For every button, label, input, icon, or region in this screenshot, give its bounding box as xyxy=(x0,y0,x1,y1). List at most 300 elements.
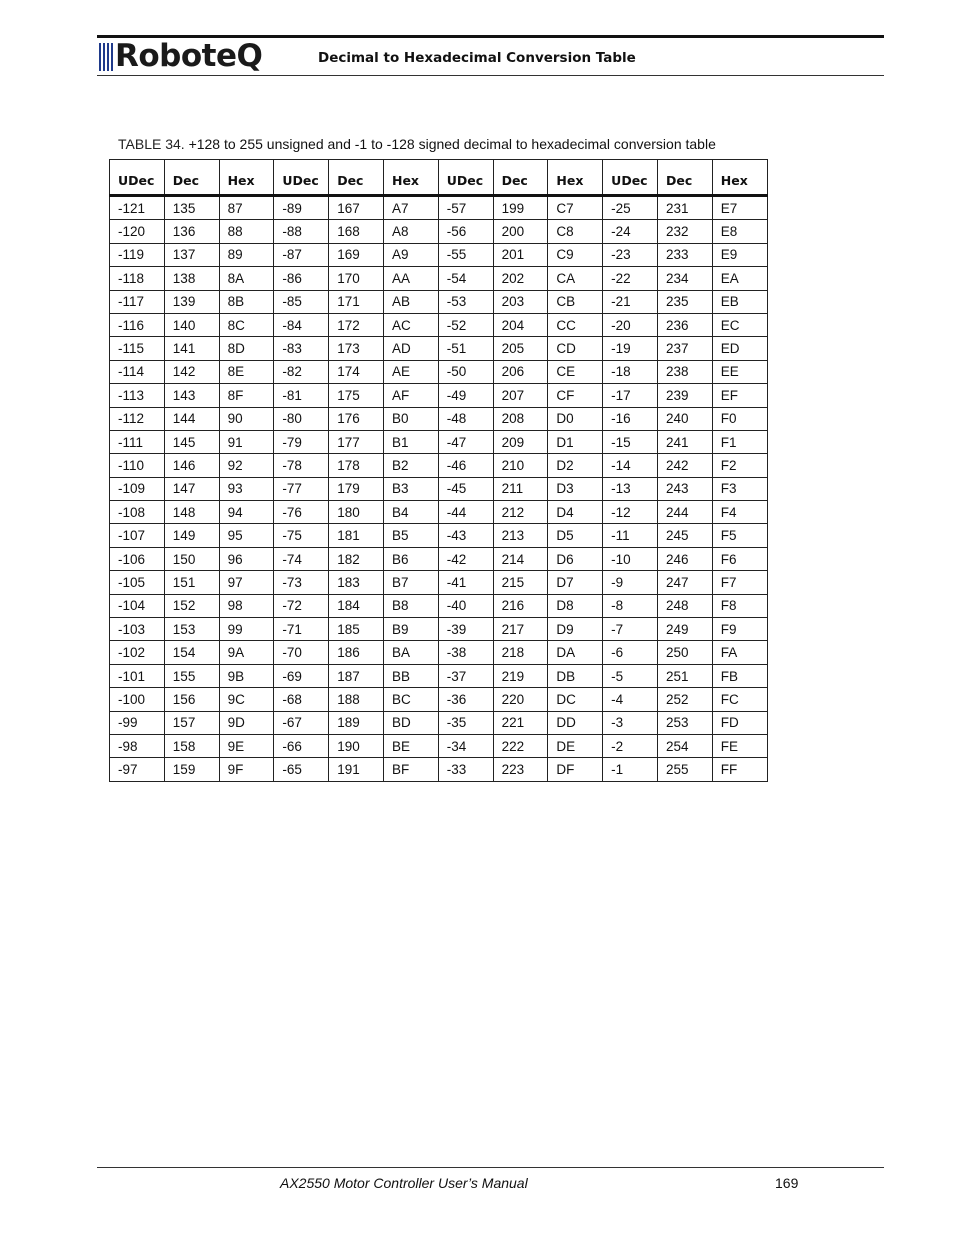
header-bottom-rule xyxy=(97,75,884,76)
table-cell: 137 xyxy=(164,243,219,266)
table-cell: -117 xyxy=(110,290,165,313)
table-cell: -67 xyxy=(274,711,329,734)
table-cell: -9 xyxy=(603,571,658,594)
table-cell: 9B xyxy=(219,664,274,687)
table-cell: 254 xyxy=(657,734,712,757)
table-cell: DD xyxy=(548,711,603,734)
table-row xyxy=(110,384,768,407)
table-row xyxy=(110,547,768,570)
table-caption xyxy=(118,136,716,152)
table-cell: -57 xyxy=(438,196,493,220)
table-row xyxy=(110,594,768,617)
table-cell: F7 xyxy=(712,571,767,594)
table-cell: A9 xyxy=(383,243,438,266)
table-cell: B6 xyxy=(383,547,438,570)
table-cell: -20 xyxy=(603,313,658,336)
table-cell: B7 xyxy=(383,571,438,594)
table-cell: -71 xyxy=(274,618,329,641)
table-cell: 91 xyxy=(219,430,274,453)
table-cell: E8 xyxy=(712,220,767,243)
table-cell: 158 xyxy=(164,734,219,757)
table-cell: 89 xyxy=(219,243,274,266)
table-cell: 8A xyxy=(219,267,274,290)
table-cell: AD xyxy=(383,337,438,360)
table-cell: 244 xyxy=(657,501,712,524)
roboteq-logo xyxy=(99,40,274,74)
table-cell: F9 xyxy=(712,618,767,641)
column-header: Dec xyxy=(164,160,219,196)
table-cell: 210 xyxy=(493,454,548,477)
table-cell: 173 xyxy=(329,337,384,360)
table-cell: 222 xyxy=(493,734,548,757)
table-cell: F4 xyxy=(712,501,767,524)
table-cell: -99 xyxy=(110,711,165,734)
table-cell: -15 xyxy=(603,430,658,453)
table-cell: E9 xyxy=(712,243,767,266)
table-cell: 211 xyxy=(493,477,548,500)
table-cell: B8 xyxy=(383,594,438,617)
table-cell: -2 xyxy=(603,734,658,757)
table-cell: -18 xyxy=(603,360,658,383)
table-cell: -65 xyxy=(274,758,329,781)
table-row xyxy=(110,243,768,266)
table-cell: 212 xyxy=(493,501,548,524)
table-cell: 87 xyxy=(219,196,274,220)
table-cell: AC xyxy=(383,313,438,336)
table-cell: 9A xyxy=(219,641,274,664)
table-cell: 241 xyxy=(657,430,712,453)
table-cell: D3 xyxy=(548,477,603,500)
table-caption-text: +128 to 255 unsigned and -1 to -128 signed decimal to hexadecimal conversion table xyxy=(188,136,716,152)
page-number: 169 xyxy=(775,1175,799,1191)
table-cell: 136 xyxy=(164,220,219,243)
table-cell: 98 xyxy=(219,594,274,617)
table-cell: 97 xyxy=(219,571,274,594)
table-cell: -33 xyxy=(438,758,493,781)
table-cell: CF xyxy=(548,384,603,407)
table-cell: ED xyxy=(712,337,767,360)
table-row xyxy=(110,337,768,360)
table-cell: EC xyxy=(712,313,767,336)
table-cell: -120 xyxy=(110,220,165,243)
table-cell: -24 xyxy=(603,220,658,243)
table-cell: -79 xyxy=(274,430,329,453)
table-cell: -97 xyxy=(110,758,165,781)
table-cell: 144 xyxy=(164,407,219,430)
column-header: Dec xyxy=(493,160,548,196)
table-cell: -83 xyxy=(274,337,329,360)
table-cell: -108 xyxy=(110,501,165,524)
table-cell: -113 xyxy=(110,384,165,407)
table-cell: 238 xyxy=(657,360,712,383)
table-row xyxy=(110,454,768,477)
table-cell: -46 xyxy=(438,454,493,477)
table-cell: EF xyxy=(712,384,767,407)
table-cell: -70 xyxy=(274,641,329,664)
table-cell: 176 xyxy=(329,407,384,430)
table-row xyxy=(110,267,768,290)
table-cell: F2 xyxy=(712,454,767,477)
table-cell: BE xyxy=(383,734,438,757)
table-cell: 139 xyxy=(164,290,219,313)
table-cell: -10 xyxy=(603,547,658,570)
table-cell: -75 xyxy=(274,524,329,547)
conversion-table xyxy=(109,159,768,782)
page-header-title: Decimal to Hexadecimal Conversion Table xyxy=(318,50,636,66)
table-cell: B4 xyxy=(383,501,438,524)
table-cell: 220 xyxy=(493,688,548,711)
table-cell: 9E xyxy=(219,734,274,757)
table-cell: CB xyxy=(548,290,603,313)
table-cell: BB xyxy=(383,664,438,687)
table-row xyxy=(110,313,768,336)
table-cell: -4 xyxy=(603,688,658,711)
table-cell: -36 xyxy=(438,688,493,711)
table-row xyxy=(110,290,768,313)
table-cell: 190 xyxy=(329,734,384,757)
table-cell: D1 xyxy=(548,430,603,453)
table-cell: FA xyxy=(712,641,767,664)
table-cell: 221 xyxy=(493,711,548,734)
table-cell: F8 xyxy=(712,594,767,617)
table-cell: -12 xyxy=(603,501,658,524)
table-cell: 200 xyxy=(493,220,548,243)
column-header: Hex xyxy=(383,160,438,196)
table-cell: -82 xyxy=(274,360,329,383)
table-cell: 187 xyxy=(329,664,384,687)
table-cell: -104 xyxy=(110,594,165,617)
table-cell: DE xyxy=(548,734,603,757)
table-cell: 9D xyxy=(219,711,274,734)
table-cell: -56 xyxy=(438,220,493,243)
table-cell: -89 xyxy=(274,196,329,220)
table-cell: 153 xyxy=(164,618,219,641)
table-cell: 155 xyxy=(164,664,219,687)
table-cell: -48 xyxy=(438,407,493,430)
table-cell: -100 xyxy=(110,688,165,711)
table-row xyxy=(110,360,768,383)
table-cell: -109 xyxy=(110,477,165,500)
column-header: UDec xyxy=(274,160,329,196)
table-cell: CC xyxy=(548,313,603,336)
table-cell: FC xyxy=(712,688,767,711)
table-cell: -119 xyxy=(110,243,165,266)
table-cell: 178 xyxy=(329,454,384,477)
table-cell: 201 xyxy=(493,243,548,266)
table-cell: 185 xyxy=(329,618,384,641)
table-cell: -54 xyxy=(438,267,493,290)
table-cell: BD xyxy=(383,711,438,734)
table-cell: -17 xyxy=(603,384,658,407)
table-row xyxy=(110,571,768,594)
table-cell: 99 xyxy=(219,618,274,641)
table-cell: -14 xyxy=(603,454,658,477)
table-cell: 217 xyxy=(493,618,548,641)
table-cell: -121 xyxy=(110,196,165,220)
table-cell: 235 xyxy=(657,290,712,313)
table-cell: FB xyxy=(712,664,767,687)
table-cell: -22 xyxy=(603,267,658,290)
table-cell: 172 xyxy=(329,313,384,336)
table-cell: 218 xyxy=(493,641,548,664)
table-cell: -6 xyxy=(603,641,658,664)
column-header: Hex xyxy=(219,160,274,196)
table-cell: 175 xyxy=(329,384,384,407)
table-cell: -44 xyxy=(438,501,493,524)
table-cell: 234 xyxy=(657,267,712,290)
table-cell: EA xyxy=(712,267,767,290)
table-cell: F0 xyxy=(712,407,767,430)
table-cell: 174 xyxy=(329,360,384,383)
table-cell: -81 xyxy=(274,384,329,407)
table-cell: -101 xyxy=(110,664,165,687)
table-row xyxy=(110,734,768,757)
table-cell: 204 xyxy=(493,313,548,336)
table-cell: 231 xyxy=(657,196,712,220)
table-cell: 152 xyxy=(164,594,219,617)
logo-stripes-icon xyxy=(99,43,113,71)
table-cell: 215 xyxy=(493,571,548,594)
table-cell: 184 xyxy=(329,594,384,617)
table-row xyxy=(110,758,768,781)
table-cell: 157 xyxy=(164,711,219,734)
table-cell: B3 xyxy=(383,477,438,500)
table-cell: -86 xyxy=(274,267,329,290)
table-cell: 94 xyxy=(219,501,274,524)
table-cell: 151 xyxy=(164,571,219,594)
table-cell: 236 xyxy=(657,313,712,336)
footer-manual-title: AX2550 Motor Controller User’s Manual xyxy=(280,1175,528,1191)
table-cell: 247 xyxy=(657,571,712,594)
table-cell: -80 xyxy=(274,407,329,430)
table-cell: -78 xyxy=(274,454,329,477)
table-cell: 90 xyxy=(219,407,274,430)
table-cell: 148 xyxy=(164,501,219,524)
table-row xyxy=(110,618,768,641)
table-cell: C8 xyxy=(548,220,603,243)
table-cell: -8 xyxy=(603,594,658,617)
table-cell: 8C xyxy=(219,313,274,336)
column-header: UDec xyxy=(603,160,658,196)
table-cell: BC xyxy=(383,688,438,711)
table-cell: 205 xyxy=(493,337,548,360)
table-cell: 216 xyxy=(493,594,548,617)
table-row xyxy=(110,501,768,524)
table-cell: 245 xyxy=(657,524,712,547)
table-cell: -112 xyxy=(110,407,165,430)
footer-rule xyxy=(97,1167,884,1168)
table-cell: CA xyxy=(548,267,603,290)
table-cell: 179 xyxy=(329,477,384,500)
table-cell: 170 xyxy=(329,267,384,290)
table-cell: 9C xyxy=(219,688,274,711)
table-row xyxy=(110,430,768,453)
table-row xyxy=(110,664,768,687)
table-caption-label: TABLE 34. xyxy=(118,136,185,152)
table-cell: 253 xyxy=(657,711,712,734)
table-cell: 143 xyxy=(164,384,219,407)
table-cell: 249 xyxy=(657,618,712,641)
table-cell: F5 xyxy=(712,524,767,547)
table-cell: 199 xyxy=(493,196,548,220)
table-cell: DA xyxy=(548,641,603,664)
table-cell: AE xyxy=(383,360,438,383)
table-cell: 154 xyxy=(164,641,219,664)
column-header: Dec xyxy=(657,160,712,196)
table-cell: -85 xyxy=(274,290,329,313)
table-cell: 252 xyxy=(657,688,712,711)
table-cell: 92 xyxy=(219,454,274,477)
table-cell: -38 xyxy=(438,641,493,664)
table-row xyxy=(110,524,768,547)
table-cell: FD xyxy=(712,711,767,734)
table-cell: 140 xyxy=(164,313,219,336)
table-cell: A8 xyxy=(383,220,438,243)
table-cell: 232 xyxy=(657,220,712,243)
table-cell: 138 xyxy=(164,267,219,290)
table-cell: -111 xyxy=(110,430,165,453)
table-cell: 95 xyxy=(219,524,274,547)
table-cell: FF xyxy=(712,758,767,781)
table-cell: -3 xyxy=(603,711,658,734)
table-cell: 181 xyxy=(329,524,384,547)
table-cell: -72 xyxy=(274,594,329,617)
table-cell: -98 xyxy=(110,734,165,757)
table-cell: 171 xyxy=(329,290,384,313)
table-cell: -42 xyxy=(438,547,493,570)
table-row xyxy=(110,196,768,220)
table-cell: F1 xyxy=(712,430,767,453)
table-cell: -25 xyxy=(603,196,658,220)
table-cell: 243 xyxy=(657,477,712,500)
table-cell: -11 xyxy=(603,524,658,547)
table-cell: -105 xyxy=(110,571,165,594)
table-cell: 159 xyxy=(164,758,219,781)
table-cell: 246 xyxy=(657,547,712,570)
table-cell: DF xyxy=(548,758,603,781)
table-cell: D9 xyxy=(548,618,603,641)
table-cell: 135 xyxy=(164,196,219,220)
table-cell: -39 xyxy=(438,618,493,641)
table-cell: 209 xyxy=(493,430,548,453)
table-cell: -34 xyxy=(438,734,493,757)
table-cell: D4 xyxy=(548,501,603,524)
table-cell: -118 xyxy=(110,267,165,290)
table-cell: 223 xyxy=(493,758,548,781)
table-cell: -1 xyxy=(603,758,658,781)
table-cell: 188 xyxy=(329,688,384,711)
table-cell: 237 xyxy=(657,337,712,360)
column-header: Hex xyxy=(712,160,767,196)
table-cell: -115 xyxy=(110,337,165,360)
table-cell: 149 xyxy=(164,524,219,547)
table-cell: -116 xyxy=(110,313,165,336)
table-cell: -73 xyxy=(274,571,329,594)
table-row xyxy=(110,641,768,664)
table-cell: 96 xyxy=(219,547,274,570)
table-cell: D2 xyxy=(548,454,603,477)
table-cell: -53 xyxy=(438,290,493,313)
table-cell: BF xyxy=(383,758,438,781)
table-cell: -84 xyxy=(274,313,329,336)
table-cell: A7 xyxy=(383,196,438,220)
table-cell: 93 xyxy=(219,477,274,500)
table-cell: -88 xyxy=(274,220,329,243)
table-cell: -110 xyxy=(110,454,165,477)
column-header: Dec xyxy=(329,160,384,196)
table-cell: D6 xyxy=(548,547,603,570)
table-cell: -114 xyxy=(110,360,165,383)
table-cell: 250 xyxy=(657,641,712,664)
table-cell: CE xyxy=(548,360,603,383)
table-cell: 255 xyxy=(657,758,712,781)
table-cell: 248 xyxy=(657,594,712,617)
table-cell: -21 xyxy=(603,290,658,313)
table-cell: -107 xyxy=(110,524,165,547)
table-cell: C9 xyxy=(548,243,603,266)
column-header: UDec xyxy=(110,160,165,196)
table-cell: -13 xyxy=(603,477,658,500)
table-cell: EB xyxy=(712,290,767,313)
table-cell: 147 xyxy=(164,477,219,500)
table-cell: F6 xyxy=(712,547,767,570)
table-cell: BA xyxy=(383,641,438,664)
table-cell: 233 xyxy=(657,243,712,266)
table-cell: AF xyxy=(383,384,438,407)
table-cell: 207 xyxy=(493,384,548,407)
table-cell: E7 xyxy=(712,196,767,220)
table-cell: 251 xyxy=(657,664,712,687)
table-cell: D0 xyxy=(548,407,603,430)
table-cell: -40 xyxy=(438,594,493,617)
table-cell: -52 xyxy=(438,313,493,336)
table-cell: 206 xyxy=(493,360,548,383)
table-cell: 8F xyxy=(219,384,274,407)
logo-text: RoboteQ xyxy=(115,38,263,74)
table-cell: 183 xyxy=(329,571,384,594)
table-cell: DB xyxy=(548,664,603,687)
column-header: Hex xyxy=(548,160,603,196)
table-cell: 240 xyxy=(657,407,712,430)
table-cell: B5 xyxy=(383,524,438,547)
table-cell: -43 xyxy=(438,524,493,547)
table-cell: 202 xyxy=(493,267,548,290)
table-cell: 182 xyxy=(329,547,384,570)
table-cell: -41 xyxy=(438,571,493,594)
table-cell: -51 xyxy=(438,337,493,360)
table-row xyxy=(110,688,768,711)
table-cell: -69 xyxy=(274,664,329,687)
table-cell: B2 xyxy=(383,454,438,477)
table-cell: -47 xyxy=(438,430,493,453)
table-cell: -55 xyxy=(438,243,493,266)
table-cell: 242 xyxy=(657,454,712,477)
table-cell: 168 xyxy=(329,220,384,243)
table-cell: 208 xyxy=(493,407,548,430)
table-cell: -7 xyxy=(603,618,658,641)
table-cell: -49 xyxy=(438,384,493,407)
table-cell: CD xyxy=(548,337,603,360)
table-cell: -106 xyxy=(110,547,165,570)
table-cell: 180 xyxy=(329,501,384,524)
table-cell: B0 xyxy=(383,407,438,430)
table-cell: -74 xyxy=(274,547,329,570)
table-cell: 213 xyxy=(493,524,548,547)
table-cell: 191 xyxy=(329,758,384,781)
table-cell: B1 xyxy=(383,430,438,453)
table-row xyxy=(110,220,768,243)
column-header: UDec xyxy=(438,160,493,196)
